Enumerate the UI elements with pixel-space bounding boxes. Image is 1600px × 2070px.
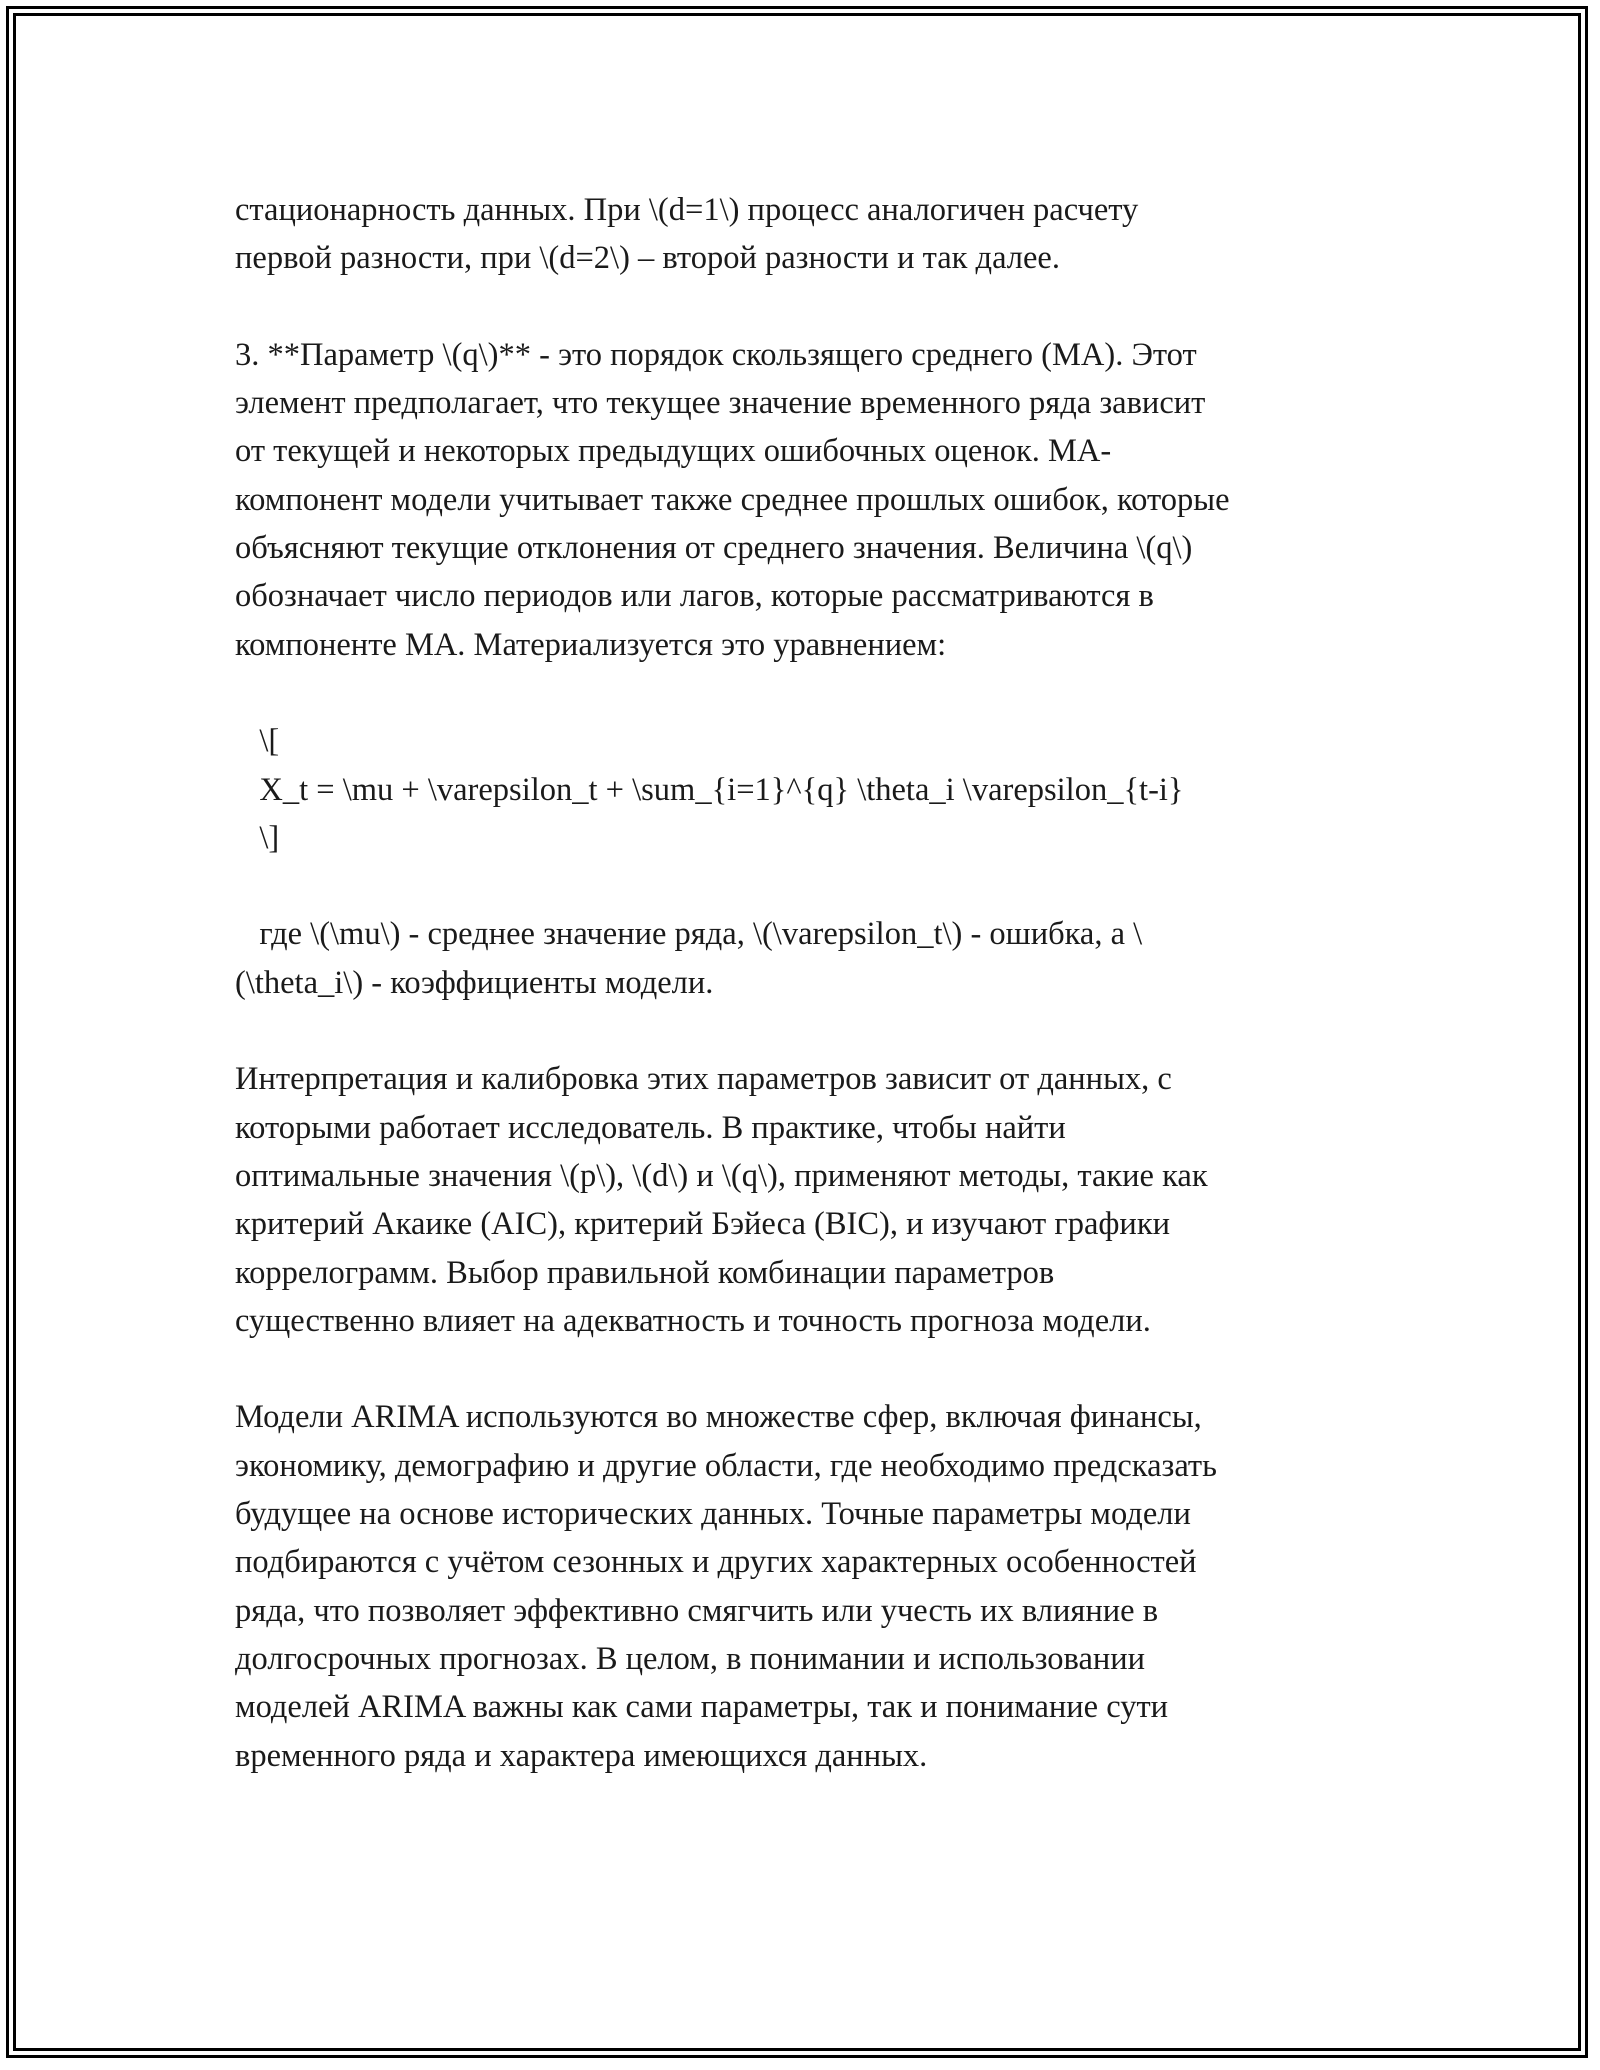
text-line: стационарность данных. При \(d=1\) процесс аналогичен расчету <box>235 192 1139 228</box>
text-line: долгосрочных прогнозах. В целом, в понимании и использовании <box>235 1640 1146 1677</box>
text-line: первой разности, при \(d=2\) – второй разности и так далее. <box>235 240 1060 277</box>
text-line: \[ <box>235 723 280 760</box>
text-line: подбираются с учётом сезонных и других характерных особенностей <box>235 1544 1197 1581</box>
text-line: от текущей и некоторых предыдущих ошибочных оценок. MA- <box>235 433 1112 470</box>
text-line: ряда, что позволяет эффективно смягчить или учесть их влияние в <box>235 1592 1159 1629</box>
document-body <box>235 186 1415 1780</box>
text-line: экономику, демографию и другие области, где необходимо предсказать <box>235 1447 1217 1484</box>
text-line: Модели ARIMA используются во множестве сфер, включая финансы, <box>235 1399 1202 1436</box>
text-line: которыми работает исследователь. В практике, чтобы найти <box>235 1109 1066 1146</box>
text-line: (\theta_i\) - коэффициенты модели. <box>235 964 714 1001</box>
text-line: Интерпретация и калибровка этих параметров зависит от данных, с <box>235 1061 1172 1098</box>
text-line: объясняют текущие отклонения от среднего значения. Величина \(q\) <box>235 530 1193 567</box>
blank-line <box>235 1345 1415 1393</box>
text-line: где \(\mu\) - среднее значение ряда, \(\varepsilon_t\) - ошибка, а \ <box>235 916 1143 953</box>
text-line: коррелограмм. Выбор правильной комбинации параметров <box>235 1254 1055 1291</box>
text-line: будущее на основе исторических данных. Точные параметры модели <box>235 1496 1191 1533</box>
text-line: элемент предполагает, что текущее значение временного ряда зависит <box>235 385 1206 422</box>
text-line: компонент модели учитывает также среднее прошлых ошибок, которые <box>235 481 1230 518</box>
text-line: оптимальные значения \(p\), \(d\) и \(q\), применяют методы, такие как <box>235 1157 1208 1194</box>
text-line: \] <box>235 819 280 856</box>
text-line: обозначает число периодов или лагов, которые рассматриваются в <box>235 578 1154 615</box>
blank-line <box>235 283 1415 331</box>
text-line: временного ряда и характера имеющихся данных. <box>235 1737 928 1774</box>
text-line: критерий Акаике (AIC), критерий Бэйеса (BIC), и изучают графики <box>235 1206 1171 1243</box>
blank-line <box>235 862 1415 910</box>
text-line: 3. **Параметр \(q\)** - это порядок скользящего среднего (MA). Этот <box>235 336 1197 373</box>
text-line: компоненте MA. Материализуется это уравнением: <box>235 626 947 663</box>
text-line: существенно влияет на адекватность и точность прогноза модели. <box>235 1302 1151 1339</box>
text-line: X_t = \mu + \varepsilon_t + \sum_{i=1}^{q} \theta_i \varepsilon_{t-i} <box>235 771 1184 808</box>
text-line: моделей ARIMA важны как сами параметры, так и понимание сути <box>235 1689 1169 1726</box>
blank-line <box>235 669 1415 717</box>
blank-line <box>235 1007 1415 1055</box>
